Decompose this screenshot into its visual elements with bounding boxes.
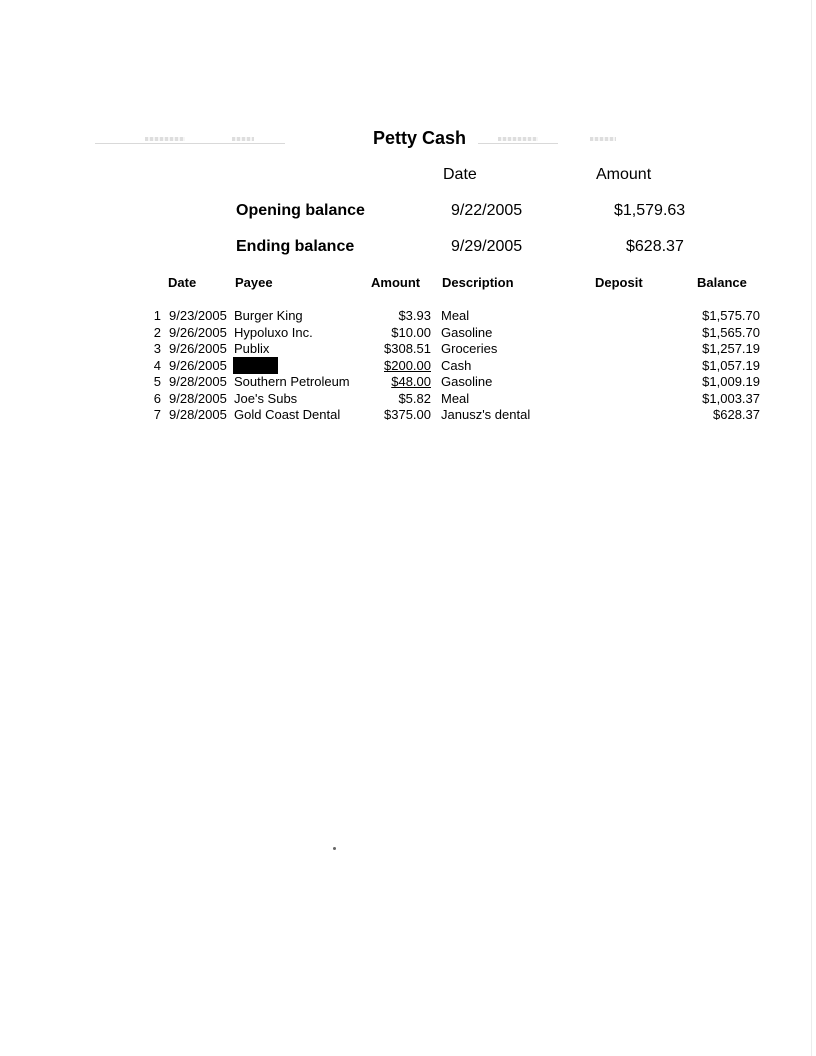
row-description: Cash (441, 358, 472, 373)
row-date: 9/26/2005 (169, 358, 227, 373)
ending-balance-amount: $628.37 (626, 238, 684, 255)
row-date: 9/28/2005 (169, 407, 227, 422)
row-number: 6 (153, 391, 161, 406)
row-description: Gasoline (441, 374, 493, 389)
column-header-balance: Balance (697, 275, 747, 290)
row-amount: $200.00 (384, 358, 431, 373)
row-description: Gasoline (441, 325, 493, 340)
row-number: 2 (153, 325, 161, 340)
row-date: 9/28/2005 (169, 374, 227, 389)
row-description: Groceries (441, 341, 498, 356)
row-number: 7 (153, 407, 161, 422)
row-description: Janusz's dental (441, 407, 531, 422)
row-amount: $5.82 (398, 391, 431, 406)
row-description: Meal (441, 391, 470, 406)
row-date: 9/26/2005 (169, 341, 227, 356)
ending-balance-date: 9/29/2005 (451, 238, 523, 255)
row-balance: $1,057.19 (702, 358, 760, 373)
row-balance: $1,009.19 (702, 374, 760, 389)
row-payee: Burger King (234, 308, 303, 323)
summary-amount-header: Amount (596, 166, 652, 183)
opening-balance-label: Opening balance (236, 202, 365, 219)
row-amount: $375.00 (384, 407, 431, 422)
redacted-payee-block (233, 357, 278, 374)
row-payee: Publix (234, 341, 270, 356)
column-header-description: Description (442, 275, 514, 290)
row-payee: Gold Coast Dental (234, 407, 341, 422)
row-description: Meal (441, 308, 470, 323)
row-payee: Hypoluxo Inc. (234, 325, 313, 340)
opening-balance-date: 9/22/2005 (451, 202, 523, 219)
row-payee: Southern Petroleum (234, 374, 350, 389)
scan-speck (333, 847, 336, 850)
column-header-payee: Payee (235, 275, 273, 290)
row-amount: $3.93 (398, 308, 431, 323)
opening-balance-amount: $1,579.63 (614, 202, 686, 219)
row-balance: $1,003.37 (702, 391, 760, 406)
row-amount: $308.51 (384, 341, 431, 356)
row-balance: $1,257.19 (702, 341, 760, 356)
ending-balance-label: Ending balance (236, 238, 355, 255)
row-balance: $628.37 (713, 407, 760, 422)
scan-artifact-smudge (590, 137, 616, 141)
row-number: 4 (153, 358, 161, 373)
scan-artifact-smudge (232, 137, 254, 141)
row-amount: $48.00 (391, 374, 431, 389)
column-header-amount: Amount (371, 275, 421, 290)
page-title: Petty Cash (373, 128, 467, 148)
column-header-date: Date (168, 275, 197, 290)
summary-date-header: Date (443, 166, 477, 183)
row-balance: $1,565.70 (702, 325, 760, 340)
row-number: 3 (153, 341, 161, 356)
row-number: 1 (153, 308, 161, 323)
row-number: 5 (153, 374, 161, 389)
row-amount: $10.00 (391, 325, 431, 340)
row-payee: Joe's Subs (234, 391, 298, 406)
scan-artifact-line (95, 143, 285, 144)
scan-artifact-line (478, 143, 558, 144)
row-date: 9/26/2005 (169, 325, 227, 340)
column-header-deposit: Deposit (595, 275, 643, 290)
row-date: 9/23/2005 (169, 308, 227, 323)
row-date: 9/28/2005 (169, 391, 227, 406)
row-balance: $1,575.70 (702, 308, 760, 323)
scan-edge (811, 0, 812, 1056)
scan-artifact-smudge (145, 137, 185, 141)
scan-artifact-smudge (498, 137, 538, 141)
